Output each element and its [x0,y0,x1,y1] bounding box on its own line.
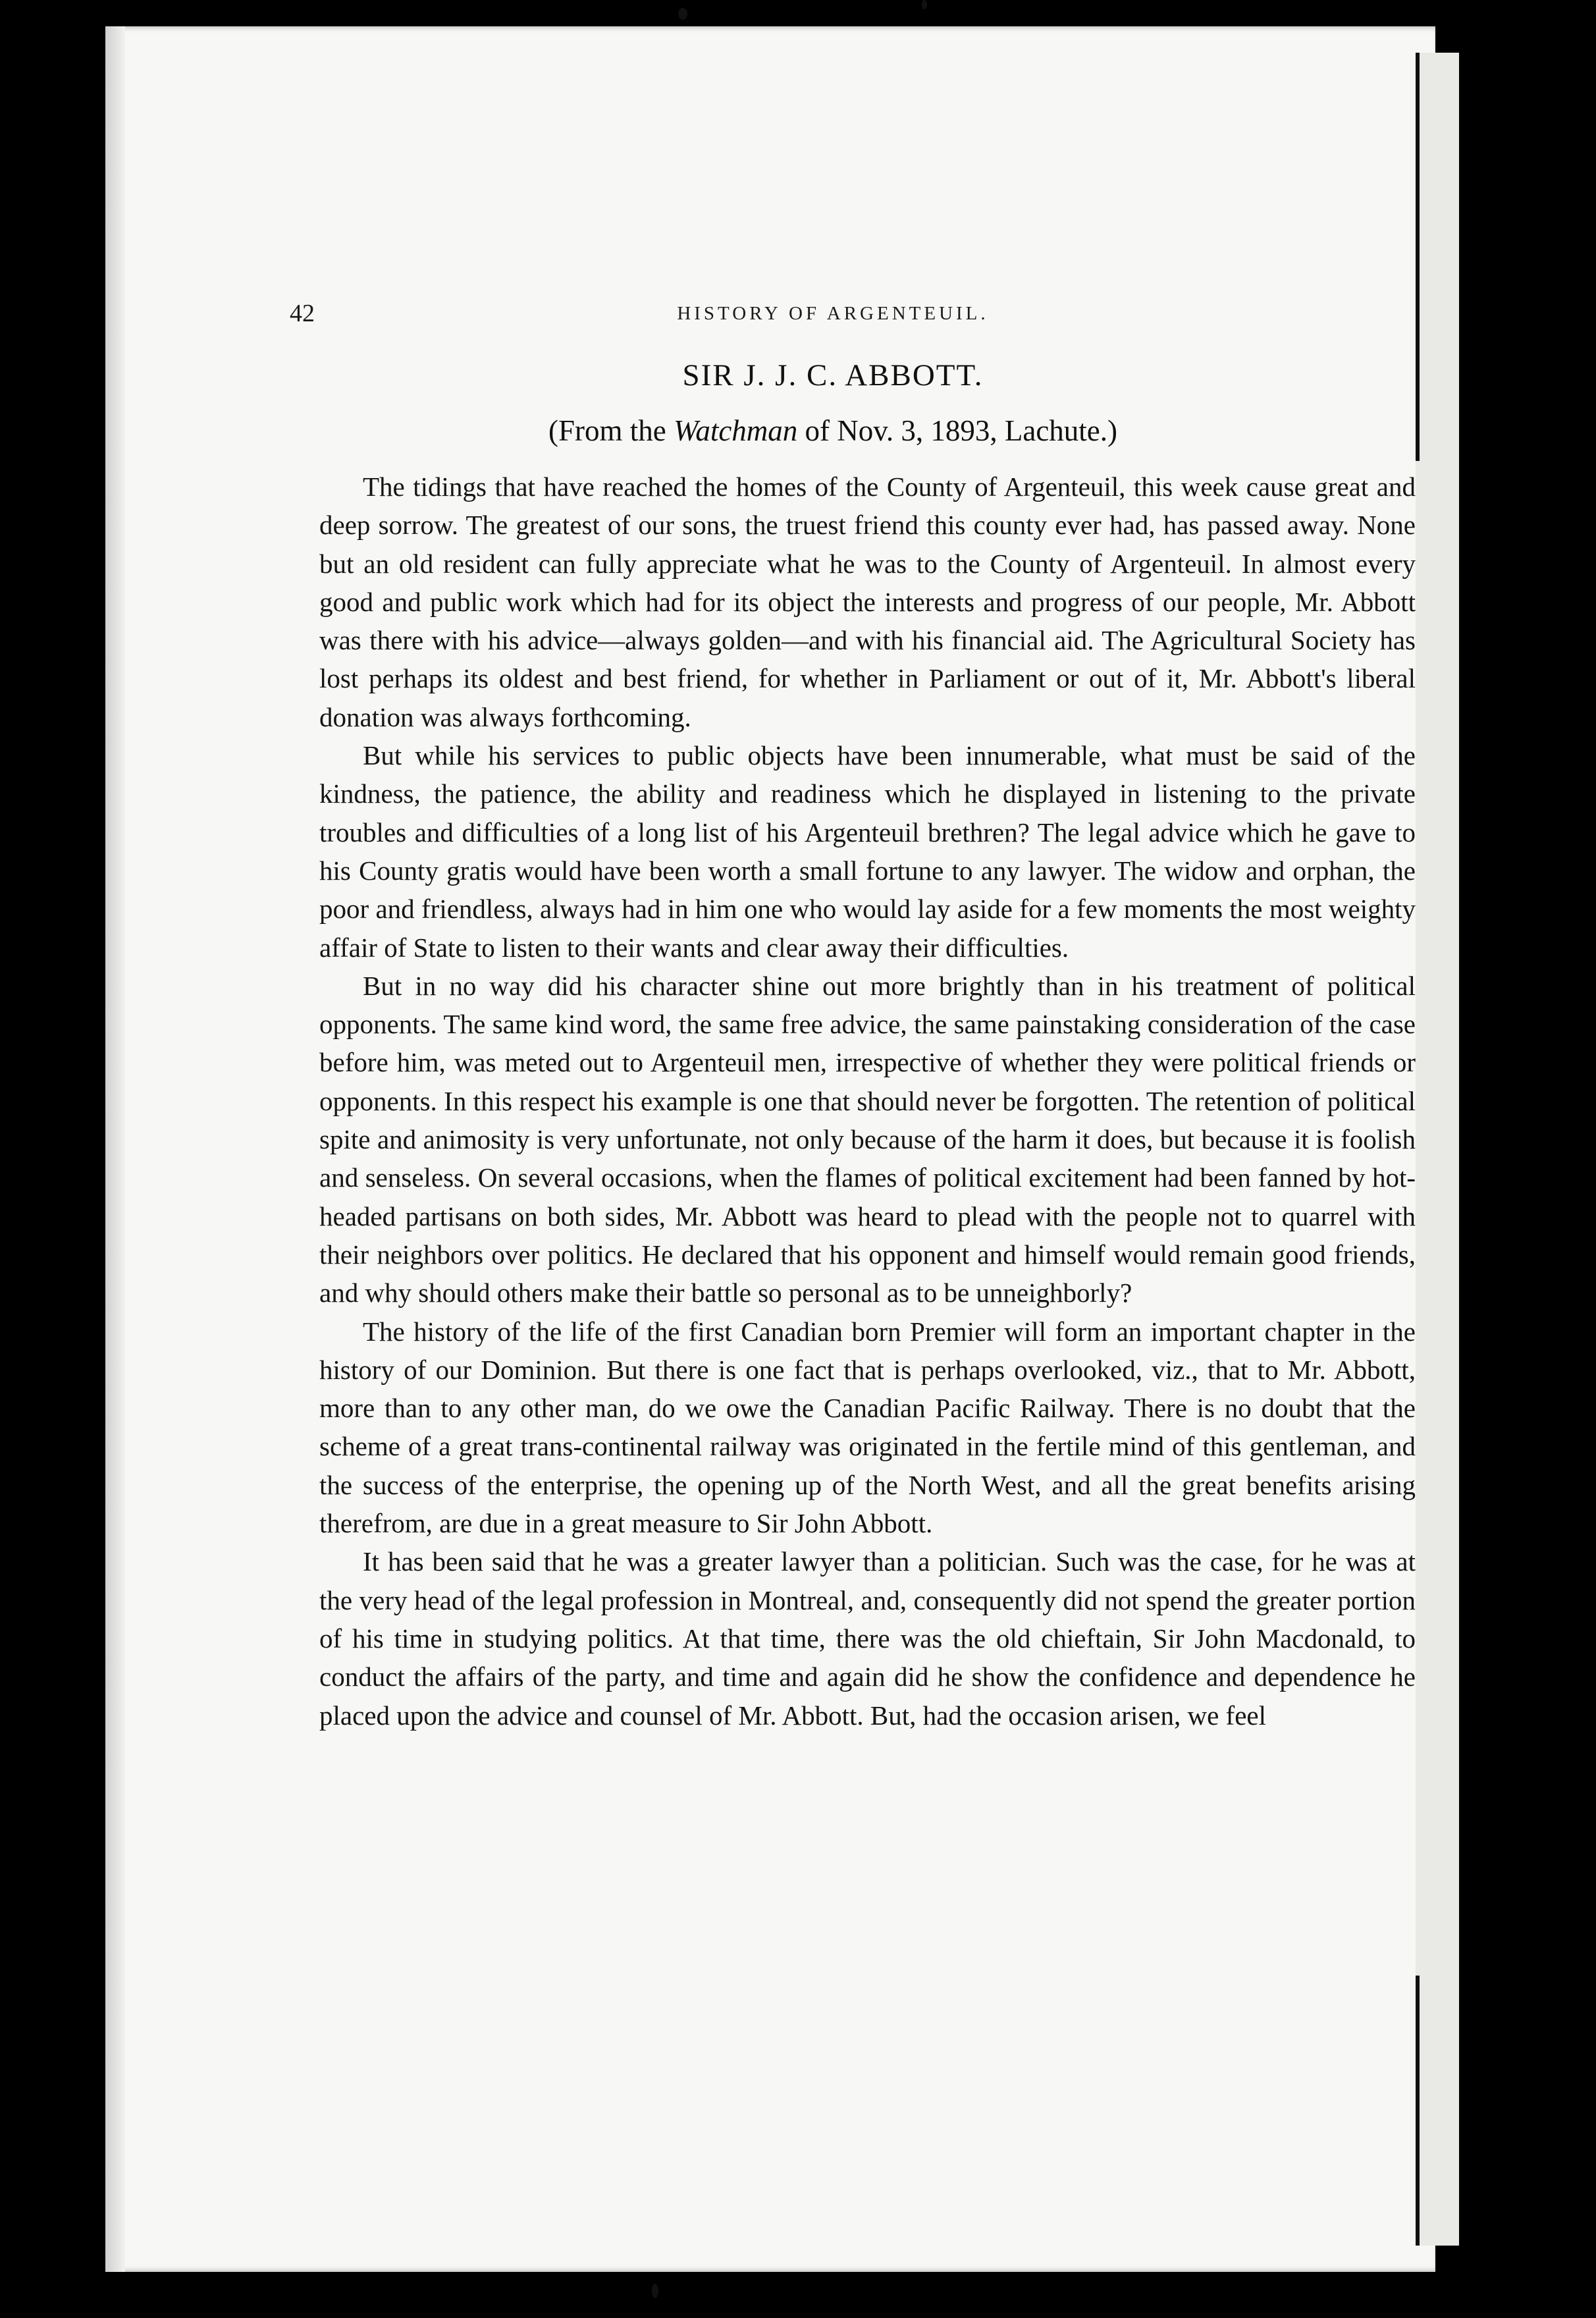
page-gutter [105,26,125,2272]
article-source [290,414,1376,448]
page-header [290,295,1376,335]
source-prefix: (From the [548,414,674,447]
source-publication: Watchman [673,414,798,447]
scan-speck [652,2284,658,2298]
article-body [319,468,1416,1976]
scan-speck [678,8,687,20]
paragraph: But in no way did his character shine out more brightly than in his treatment of political opponents. The same kind word, the same free advice, the same painstaking consideration of the case before him, was meted out to Argenteuil men, irrespective of whether they were political friends or opponents. In this respect his example is one that should never be forgotten. The retention of political spite and animosity is very unfortunate, not only because of the harm it does, but because it is foolish and senseless. On several occasions, when the flames of political excitement had been fanned by hot-headed partisans on both sides, Mr. Abbott was heard to plead with the people not to quarrel with their neighbors over politics. He declared that his opponent and himself would remain good friends, and why should others make their battle so personal as to be unneighborly? [319,970,1416,1308]
paragraph: But while his services to public objects have been innumerable, what must be said of the kindness, the patience, the ability and readiness which he displayed in listening to the private troubles and difficulties of a long list of his Argenteuil brethren? The legal advice which he gave to his County gratis would have been worth a small fortune to any lawyer. The widow and orphan, the poor and friendless, always had in him one who would lay aside for a few moments the most weighty affair of State to listen to their wants and clear away their difficulties. [319,740,1416,963]
paragraph: It has been said that he was a greater lawyer than a politician. Such was the case, for he was at the very head of the legal profession in Montreal, and, consequently did not spend the greater portion of his time in studying politics. At that time, there was the old chieftain, Sir John Macdonald, to conduct the affairs of the party, and time and again did he show the confidence and dependence he placed upon the advice and counsel of Mr. Abbott. But, had the occasion arisen, we feel [319,1546,1416,1731]
next-page-overlap [1416,461,1455,1976]
source-suffix: of Nov. 3, 1893, Lachute.) [797,414,1118,447]
article-title: SIR J. J. C. ABBOTT. [682,358,984,392]
paragraph: The tidings that have reached the homes of the County of Argenteuil, this week cause great and deep sorrow. The greatest of our sons, the truest friend this county ever had, has passed away. None but an old resident can fully appreciate what he was to the County of Argenteuil. In almost every good and public work which had for its object the interests and progress of our people, Mr. Abbott was there with his advice—always golden—and with his financial aid. The Agricultural Society has lost perhaps its oldest and best friend, for whether in Parliament or out of it, Mr. Abbott's liberal donation was always forthcoming. [319,472,1416,732]
page-number: 42 [290,300,315,327]
scan-speck [922,0,927,9]
paragraph: The history of the life of the first Canadian born Premier will form an important chapter in the history of our Dominion. But there is one fact that is perhaps overlooked, viz., that to Mr. Abbott, more than to any other man, do we owe the Canadian Pacific Railway. There is no doubt that the scheme of a great trans-continental railway was originated in the fertile mind of this gentleman, and the success of the enterprise, the opening up of the North West, and all the great benefits arising therefrom, are due in a great measure to Sir John Abbott. [319,1316,1416,1539]
running-head: HISTORY OF ARGENTEUIL. [677,303,989,324]
